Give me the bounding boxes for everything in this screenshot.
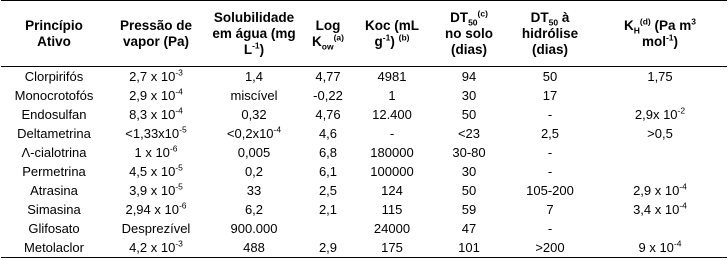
cell-log-kow: 6,8 (318, 145, 338, 160)
cell-koc: 4981 (377, 69, 407, 84)
cell-pressao-vapor: 1 x $10^{-6}$ (134, 143, 178, 160)
table-row (1, 238, 727, 258)
cell-principio-ativo: Λ-cialotrina (21, 145, 87, 160)
cell-pressao-vapor: 3,9 x $10^{-5}$ (129, 181, 183, 198)
cell-solubilidade: $<0,2x10^{-4}$ (226, 124, 282, 141)
header-log-kow: Log $K_{ow}^{(a)}$ (303, 1, 353, 67)
cell-dt50-hidrolise: 2,5 (540, 126, 560, 141)
cell-kh: 1,75 (647, 69, 673, 84)
table-row (1, 86, 727, 105)
cell-pressao-vapor: 2,9 x $10^{-4}$ (129, 86, 183, 103)
cell-pressao-vapor: Desprezível (121, 221, 191, 236)
cell-solubilidade: 488 (205, 238, 303, 258)
cell-principio-ativo: Permetrina (22, 164, 86, 179)
cell-kh (593, 219, 727, 238)
header-dt50-hidrolise: $DT_{50}$ à hidrólise (dias) (507, 1, 593, 67)
header-dt50-solo: $DT_{50}^{(c)}$ no solo (dias) (431, 1, 507, 67)
header-kh: $K_H^{(d)}$ (Pa $m^3$ mol$^{-1}$) (593, 1, 727, 67)
cell-pressao-vapor: $<1,33x10^{-5}$ (125, 124, 187, 141)
cell-dt50-solo: 50 (461, 107, 477, 122)
cell-solubilidade: 6,2 (244, 202, 264, 217)
table-row (1, 219, 727, 238)
cell-dt50-solo: 50 (461, 183, 477, 198)
cell-dt50-solo: 47 (461, 221, 477, 236)
cell-log-kow: 2,1 (318, 202, 338, 217)
cell-pressao-vapor: 2,7 x $10^{-3}$ (129, 67, 183, 84)
cell-kh: 9 x $10^{-4}$ (593, 238, 727, 258)
cell-koc: 1 (388, 88, 396, 103)
cell-principio-ativo: Atrasina (30, 183, 78, 198)
cell-kh (593, 162, 727, 181)
cell-log-kow: -0,22 (313, 88, 343, 103)
header-row (1, 1, 727, 67)
table-row (1, 200, 727, 219)
cell-dt50-solo: 94 (461, 69, 477, 84)
table-body (1, 67, 727, 258)
cell-koc: 115 (381, 202, 403, 217)
cell-kh: 3,4 x $10^{-4}$ (633, 200, 687, 217)
cell-dt50-solo: 59 (461, 202, 477, 217)
cell-principio-ativo: Simasina (27, 202, 81, 217)
cell-koc: 100000 (370, 164, 414, 179)
cell-dt50-hidrolise: 7 (546, 202, 554, 217)
cell-dt50-hidrolise: >200 (507, 238, 593, 258)
table-row (1, 143, 727, 162)
cell-principio-ativo: Clorpirifós (24, 69, 84, 84)
cell-kh (593, 86, 727, 105)
cell-principio-ativo: Metolaclor (1, 238, 107, 258)
table-row (1, 181, 727, 200)
cell-solubilidade: 0,2 (244, 164, 264, 179)
cell-koc: 12.400 (372, 107, 412, 122)
cell-principio-ativo: Monocrotofós (14, 88, 94, 103)
cell-kh: >0,5 (647, 126, 673, 141)
cell-log-kow: 4,76 (315, 107, 341, 122)
pesticide-properties-table (1, 0, 727, 258)
cell-log-kow: 2,5 (318, 183, 338, 198)
cell-log-kow: 6,1 (318, 164, 338, 179)
cell-solubilidade: 0,005 (237, 145, 271, 160)
cell-koc: 24000 (373, 221, 411, 236)
cell-solubilidade: 1,4 (244, 69, 264, 84)
cell-pressao-vapor: 2,94 x $10^{-6}$ (125, 200, 187, 217)
header-koc: Koc (mL $g^{-1}$) $^{(b)}$ (353, 1, 431, 67)
table-row (1, 105, 727, 124)
header-principio-ativo: Princípio Ativo (1, 1, 107, 67)
cell-dt50-hidrolise: 50 (542, 69, 558, 84)
cell-dt50-hidrolise: - (547, 145, 553, 160)
cell-log-kow (303, 219, 353, 238)
cell-dt50-hidrolise: - (547, 221, 553, 236)
cell-koc: 124 (381, 183, 403, 198)
cell-pressao-vapor: 4,2 x $10^{-3}$ (107, 238, 205, 258)
cell-dt50-solo: <23 (457, 126, 481, 141)
header-solubilidade: Solubilidade em água (mg $L^{-1}$) (205, 1, 303, 67)
cell-kh: 2,9 x $10^{-4}$ (633, 181, 687, 198)
cell-koc: - (389, 126, 395, 141)
cell-pressao-vapor: 8,3 x $10^{-4}$ (129, 105, 183, 122)
table-row (1, 124, 727, 143)
cell-log-kow: 4,77 (315, 69, 341, 84)
cell-log-kow: 2,9 (303, 238, 353, 258)
cell-koc: 175 (353, 238, 431, 258)
cell-dt50-hidrolise: - (547, 107, 553, 122)
cell-principio-ativo: Glifosato (28, 221, 80, 236)
cell-kh: 2,9x $10^{-2}$ (634, 105, 686, 122)
cell-principio-ativo: Deltametrina (17, 126, 91, 141)
cell-dt50-hidrolise: - (547, 164, 553, 179)
table-row (1, 162, 727, 181)
cell-pressao-vapor: 4,5 x $10^{-5}$ (129, 162, 183, 179)
cell-dt50-hidrolise: 17 (542, 88, 558, 103)
cell-dt50-hidrolise: 105-200 (526, 183, 574, 198)
cell-solubilidade: miscível (230, 88, 278, 103)
cell-dt50-solo: 30 (461, 88, 477, 103)
table-row (1, 67, 727, 87)
cell-dt50-solo: 30 (461, 164, 477, 179)
cell-solubilidade: 33 (246, 183, 262, 198)
cell-dt50-solo: 101 (431, 238, 507, 258)
cell-solubilidade: 900.000 (230, 221, 278, 236)
cell-dt50-solo: 30-80 (452, 145, 486, 160)
cell-principio-ativo: Endosulfan (21, 107, 87, 122)
cell-log-kow: 4,6 (318, 126, 338, 141)
header-pressao-vapor: Pressão de vapor (Pa) (107, 1, 205, 67)
cell-solubilidade: 0,32 (241, 107, 267, 122)
cell-kh (593, 143, 727, 162)
cell-koc: 180000 (370, 145, 414, 160)
